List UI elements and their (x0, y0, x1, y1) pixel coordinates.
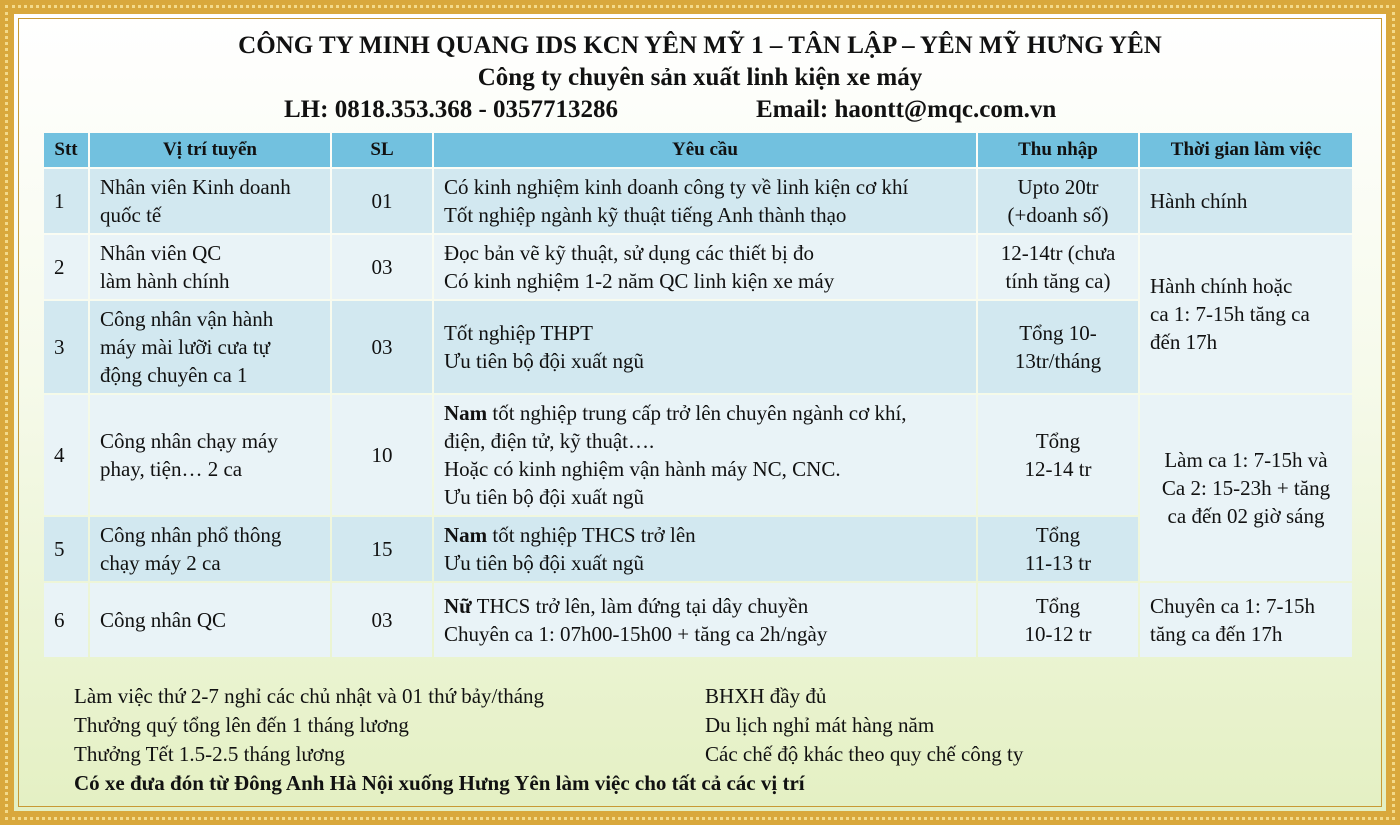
position-cell (90, 301, 330, 393)
work-time-cell (1140, 235, 1352, 393)
requirement-line (444, 173, 966, 201)
header-qty: SL (332, 133, 432, 167)
benefit-item: Du lịch nghỉ mát hàng năm (705, 713, 935, 737)
cell-line: tính tăng ca) (1005, 269, 1111, 293)
stt-cell: 1 (44, 169, 88, 233)
requirement-text: Tốt nghiệp THPT (444, 321, 593, 345)
cell-line: Upto 20tr (1017, 175, 1099, 199)
requirement-line (444, 267, 966, 295)
requirement-text: Có kinh nghiệm kinh doanh công ty về linh kiện cơ khí (444, 175, 909, 199)
cell-line: Tổng (1035, 523, 1081, 547)
cell-line: Hành chính hoặc (1150, 274, 1293, 298)
cell-line: tăng ca đến 17h (1150, 622, 1283, 646)
footer-row (74, 684, 1374, 713)
qty-cell: 15 (332, 517, 432, 581)
requirement-text: Ưu tiên bộ đội xuất ngũ (444, 349, 645, 373)
footer-row (74, 742, 1374, 771)
requirement-line (444, 399, 966, 427)
footer-row (74, 713, 1374, 742)
table-row (44, 395, 1352, 515)
income-cell (978, 395, 1138, 515)
cell-line: Công nhân phổ thông (100, 523, 282, 547)
requirement-text: điện, điện tử, kỹ thuật…. (444, 429, 655, 453)
requirement-gender: Nam (444, 401, 488, 425)
qty-cell: 10 (332, 395, 432, 515)
cell-line: 11-13 tr (1024, 551, 1092, 575)
requirement-line (444, 319, 966, 347)
stt-cell: 3 (44, 301, 88, 393)
requirement-line (444, 521, 966, 549)
company-name: CÔNG TY MINH QUANG IDS KCN YÊN MỸ 1 – TÂN LẬP – YÊN MỸ HƯNG YÊN (238, 32, 1162, 59)
cell-line: máy mài lưỡi cưa tự (100, 335, 271, 359)
benefit-item: Thưởng quý tổng lên đến 1 tháng lương (74, 713, 409, 737)
requirement-text: Tốt nghiệp ngành kỹ thuật tiếng Anh thành thạo (444, 203, 847, 227)
requirement-line (444, 592, 966, 620)
cell-line: Công nhân chạy máy (100, 429, 278, 453)
position-cell (90, 395, 330, 515)
requirement-text: Ưu tiên bộ đội xuất ngũ (444, 485, 645, 509)
work-time-cell (1140, 169, 1352, 233)
benefit-item: Các chế độ khác theo quy chế công ty (705, 742, 1024, 766)
company-subtitle: Công ty chuyên sản xuất linh kiện xe máy (477, 64, 923, 91)
benefit-item: Làm việc thứ 2-7 nghỉ các chủ nhật và 01 thứ bảy/tháng (74, 684, 545, 708)
requirement-line (444, 427, 966, 455)
cell-line: Làm ca 1: 7-15h và (1164, 448, 1328, 472)
table-header-row (44, 133, 1352, 167)
income-cell (978, 583, 1138, 657)
cell-line: động chuyên ca 1 (100, 363, 248, 387)
cell-line: Chuyên ca 1: 7-15h (1150, 594, 1316, 618)
header-income: Thu nhập (978, 133, 1138, 167)
stt-cell: 2 (44, 235, 88, 299)
stt-cell: 5 (44, 517, 88, 581)
qty-cell: 03 (332, 301, 432, 393)
header-work-time: Thời gian làm việc (1140, 133, 1352, 167)
stt-cell: 4 (44, 395, 88, 515)
requirements-cell (434, 583, 976, 657)
cell-line: Tổng (1035, 594, 1081, 618)
requirements-cell (434, 395, 976, 515)
requirements-cell (434, 235, 976, 299)
header-stt: Stt (44, 133, 88, 167)
cell-line: Ca 2: 15-23h + tăng (1161, 476, 1331, 500)
position-cell (90, 517, 330, 581)
income-cell (978, 301, 1138, 393)
jobs-table (42, 131, 1354, 659)
cell-line: Công nhân QC (100, 608, 226, 632)
header-position: Vị trí tuyển (90, 133, 330, 167)
income-cell (978, 169, 1138, 233)
cell-line: Tổng (1035, 429, 1081, 453)
benefits-footer (74, 684, 1374, 800)
cell-line: 12-14 tr (1024, 457, 1092, 481)
cell-line: 12-14tr (chưa (1000, 241, 1116, 265)
qty-cell: 01 (332, 169, 432, 233)
position-cell (90, 583, 330, 657)
benefit-item: Thưởng Tết 1.5-2.5 tháng lương (74, 742, 345, 766)
cell-line: Nhân viên QC (100, 241, 222, 265)
cell-line: Tổng 10- (1019, 321, 1097, 345)
cell-line: Nhân viên Kinh doanh (100, 175, 291, 199)
qty-cell: 03 (332, 583, 432, 657)
position-cell (90, 169, 330, 233)
work-time-cell (1140, 583, 1352, 657)
requirement-text: Ưu tiên bộ đội xuất ngũ (444, 551, 645, 575)
table-row (44, 235, 1352, 299)
cell-line: đến 17h (1150, 330, 1218, 354)
requirement-text: Chuyên ca 1: 07h00-15h00 + tăng ca 2h/ngày (444, 622, 828, 646)
cell-line: phay, tiện… 2 ca (100, 457, 243, 481)
requirements-cell (434, 301, 976, 393)
bus-note: Có xe đưa đón từ Đông Anh Hà Nội xuống Hưng Yên làm việc cho tất cả các vị trí (74, 771, 805, 795)
income-cell (978, 235, 1138, 299)
cell-line: 10-12 tr (1024, 622, 1092, 646)
requirement-line (444, 201, 966, 229)
requirement-line (444, 483, 966, 511)
requirement-gender: Nữ (444, 594, 472, 618)
requirement-text: THCS trở lên, làm đứng tại dây chuyền (471, 594, 809, 618)
cell-line: ca 1: 7-15h tăng ca (1150, 302, 1310, 326)
requirement-text: tốt nghiệp THCS trở lên (487, 523, 696, 547)
cell-line: làm hành chính (100, 269, 230, 293)
requirements-cell (434, 169, 976, 233)
header-requirements: Yêu cầu (434, 133, 976, 167)
work-time-cell (1140, 395, 1352, 581)
requirement-line (444, 347, 966, 375)
cell-line: Công nhân vận hành (100, 307, 274, 331)
cell-line: Hành chính (1150, 189, 1248, 213)
requirement-text: Hoặc có kinh nghiệm vận hành máy NC, CNC. (444, 457, 841, 481)
requirement-text: Có kinh nghiệm 1-2 năm QC linh kiện xe máy (444, 269, 835, 293)
requirements-cell (434, 517, 976, 581)
requirement-text: tốt nghiệp trung cấp trở lên chuyên ngành cơ khí, (487, 401, 907, 425)
income-cell (978, 517, 1138, 581)
requirement-line (444, 620, 966, 648)
cell-line: quốc tế (100, 203, 162, 227)
benefit-item: BHXH đầy đủ (705, 684, 827, 708)
requirement-gender: Nam (444, 523, 488, 547)
stt-cell: 6 (44, 583, 88, 657)
requirement-text: Đọc bản vẽ kỹ thuật, sử dụng các thiết bị đo (444, 241, 815, 265)
requirement-line (444, 239, 966, 267)
cell-line: (+doanh số) (1007, 203, 1109, 227)
requirement-line (444, 549, 966, 577)
cell-line: chạy máy 2 ca (100, 551, 221, 575)
position-cell (90, 235, 330, 299)
qty-cell: 03 (332, 235, 432, 299)
table-row (44, 169, 1352, 233)
table-row (44, 583, 1352, 657)
contact-email: Email: haontt@mqc.com.vn (756, 96, 1057, 123)
requirement-line (444, 455, 966, 483)
cell-line: 13tr/tháng (1014, 349, 1102, 373)
cell-line: ca đến 02 giờ sáng (1167, 504, 1325, 528)
contact-phone: LH: 0818.353.368 - 0357713286 (284, 96, 619, 123)
